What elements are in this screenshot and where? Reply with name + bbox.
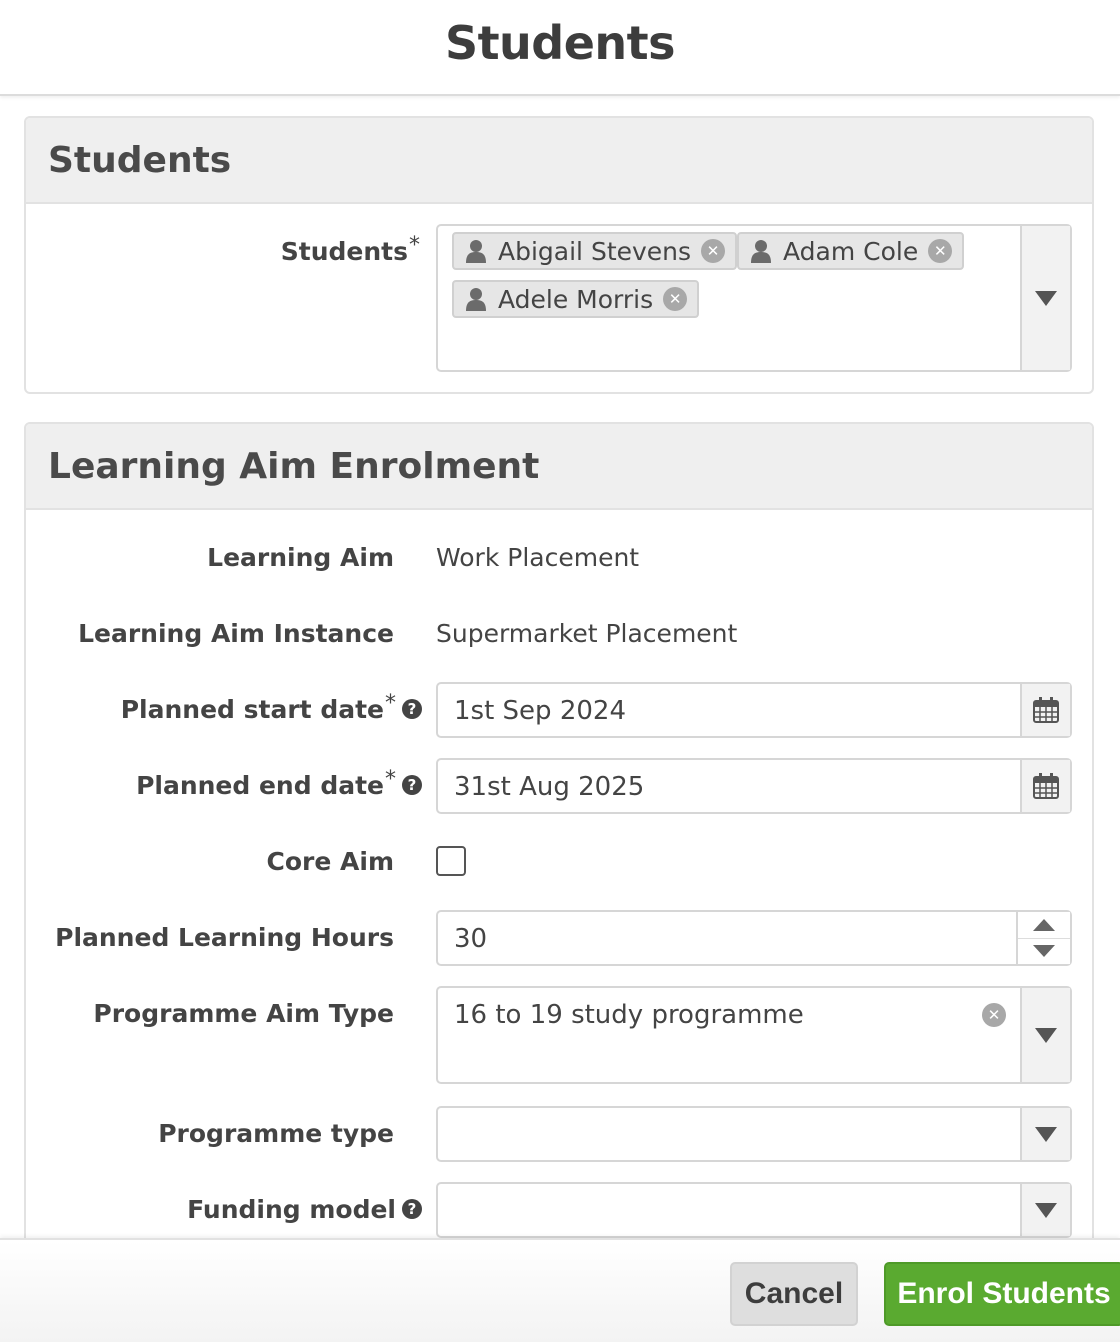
programme-type-label: Programme type [158,1119,394,1148]
person-icon [466,239,486,263]
core-aim-label: Core Aim [266,847,394,876]
funding-model-select[interactable] [436,1182,1072,1238]
start-date-picker-button[interactable] [1020,684,1070,736]
student-chip [452,232,737,270]
planned-end-date-input[interactable]: 31st Aug 2025 [436,758,1072,814]
learning-aim-label: Learning Aim [207,543,394,572]
person-icon [751,239,771,263]
calendar-icon [1032,696,1060,724]
programme-aim-type-label: Programme Aim Type [93,999,394,1028]
planned-start-date-input[interactable]: 1st Sep 2024 [436,682,1072,738]
help-icon[interactable]: ? [402,699,422,719]
programme-aim-type-select[interactable]: 16 to 19 study programme ✕ [436,986,1072,1084]
enrolment-panel-title: Learning Aim Enrolment [48,445,540,487]
help-icon[interactable]: ? [402,1199,422,1219]
funding-model-label: Funding model ? [0,1195,424,1224]
students-dropdown-toggle[interactable] [1020,226,1070,370]
students-panel [24,116,1094,394]
page-title: Students [444,16,676,70]
programme-aim-type-dropdown-toggle[interactable] [1020,988,1070,1082]
decrement-arrow-icon[interactable] [1033,945,1055,957]
programme-type-dropdown-toggle[interactable] [1020,1108,1070,1160]
remove-chip-icon[interactable]: ✕ [663,287,687,311]
hours-stepper[interactable] [1016,912,1070,964]
chevron-down-icon [1035,1203,1057,1218]
enrol-students-button[interactable]: Enrol Students [884,1262,1120,1326]
planned-end-date-label: Planned end date* ? [0,771,424,800]
increment-arrow-icon[interactable] [1033,919,1055,931]
students-multiselect[interactable] [436,224,1072,372]
planned-start-date-label: Planned start date* ? [0,695,424,724]
modal-footer [0,1238,1120,1342]
student-chip-name: Adele Morris [498,284,654,314]
students-panel-title: Students [48,139,232,181]
help-icon[interactable]: ? [402,775,422,795]
student-chip-name: Abigail Stevens [498,236,692,266]
learning-aim-value: Work Placement [436,543,640,572]
student-chip-name: Adam Cole [783,236,919,266]
learning-aim-instance-label: Learning Aim Instance [78,619,394,648]
clear-selection-icon[interactable]: ✕ [982,1003,1006,1027]
student-chip [452,280,699,318]
funding-model-dropdown-toggle[interactable] [1020,1184,1070,1236]
learning-aim-instance-value: Supermarket Placement [436,619,738,648]
modal-header [0,0,1120,96]
programme-type-select[interactable] [436,1106,1072,1162]
planned-learning-hours-input[interactable]: 30 [436,910,1072,966]
chevron-down-icon [1035,1127,1057,1142]
remove-chip-icon[interactable]: ✕ [701,239,725,263]
stepper-divider [1018,938,1070,939]
cancel-button[interactable]: Cancel [730,1262,858,1326]
students-panel-header [26,118,1092,204]
remove-chip-icon[interactable]: ✕ [928,239,952,263]
students-field-label: Students* [280,233,420,266]
chevron-down-icon [1035,1028,1057,1043]
person-icon [466,287,486,311]
calendar-icon [1032,772,1060,800]
enrolment-panel-header [26,424,1092,510]
end-date-picker-button[interactable] [1020,760,1070,812]
chevron-down-icon [1035,291,1057,306]
student-chip [737,232,964,270]
core-aim-checkbox[interactable] [436,846,466,876]
planned-learning-hours-label: Planned Learning Hours [55,923,394,952]
